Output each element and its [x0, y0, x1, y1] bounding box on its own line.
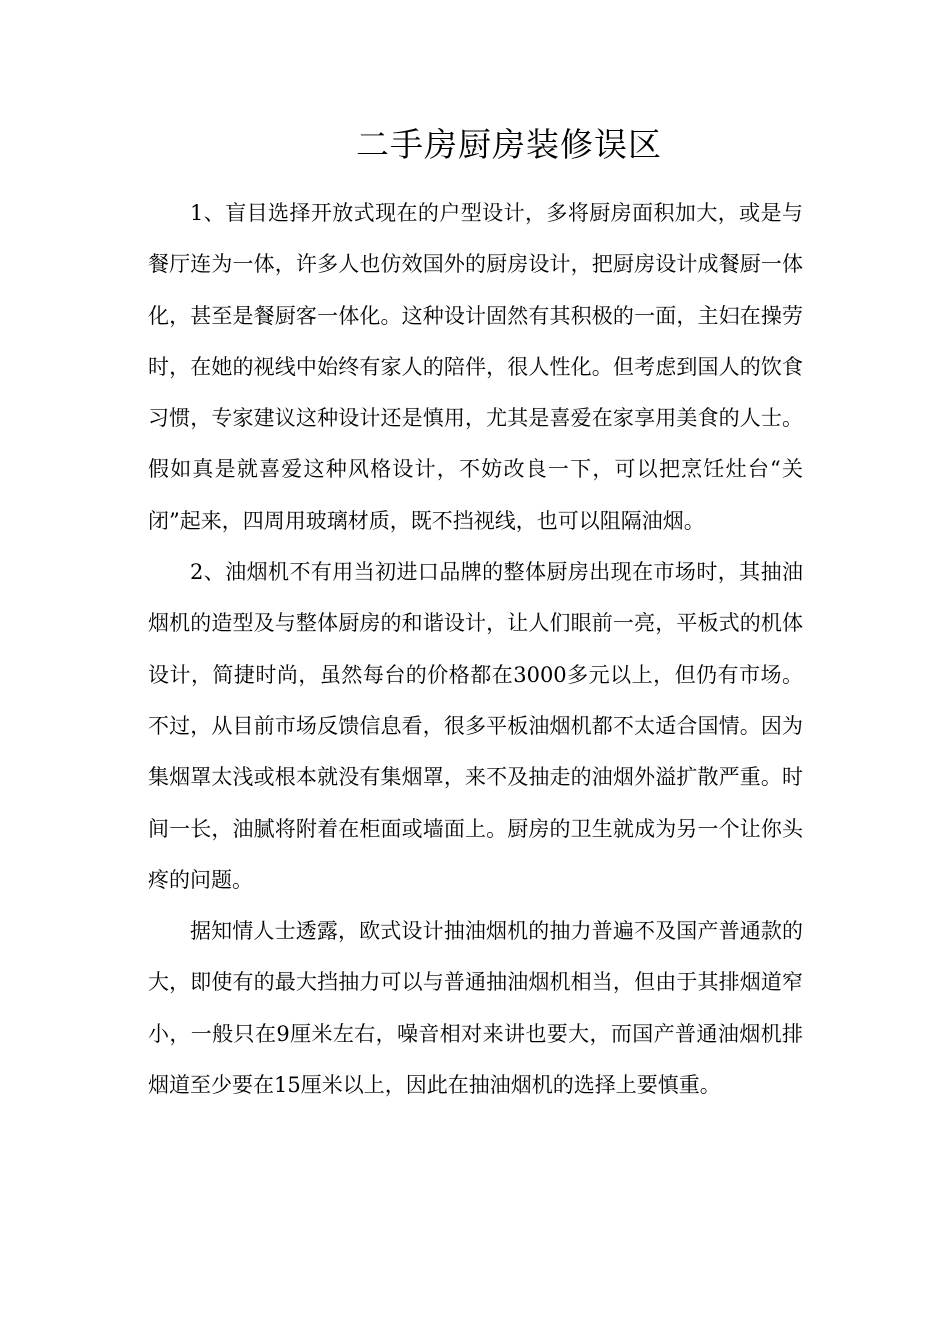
document-body — [148, 188, 803, 1111]
page-title: 二手房厨房装修误区 — [356, 125, 662, 164]
paragraph-2: 2、油烟机不有用当初进口品牌的整体厨房出现在市场时，其抽油烟机的造型及与整体厨房的和谐设计，让人们眼前一亮，平板式的机体设计，简捷时尚，虽然每台的价格都在3000多元以上，但仍有市场。不过，从目前市场反馈信息看，很多平板油烟机都不太适合国情。因为集烟罩太浅或根本就没有集烟罩，来不及抽走的油烟外溢扩散严重。时间一长，油腻将附着在柜面或墙面上。厨房的卫生就成为另一个让你头疼的问题。 — [148, 560, 803, 892]
paragraph-3: 据知情人士透露，欧式设计抽油烟机的抽力普遍不及国产普通款的大，即使有的最大挡抽力可以与普通抽油烟机相当，但由于其排烟道窄小，一般只在9厘米左右，噪音相对来讲也要大，而国产普通油烟机排烟道至少要在15厘米以上，因此在抽油烟机的选择上要慎重。 — [148, 919, 803, 1098]
paragraph-1: 1、盲目选择开放式现在的户型设计，多将厨房面积加大，或是与餐厅连为一体，许多人也仿效国外的厨房设计，把厨房设计成餐厨一体化，甚至是餐厨客一体化。这种设计固然有其积极的一面，主妇在操劳时，在她的视线中始终有家人的陪伴，很人性化。但考虑到国人的饮食习惯，专家建议这种设计还是慎用，尤其是喜爱在家享用美食的人士。假如真是就喜爱这种风格设计，不妨改良一下，可以把烹饪灶台“关闭”起来，四周用玻璃材质，既不挡视线，也可以阻隔油烟。 — [148, 201, 803, 533]
